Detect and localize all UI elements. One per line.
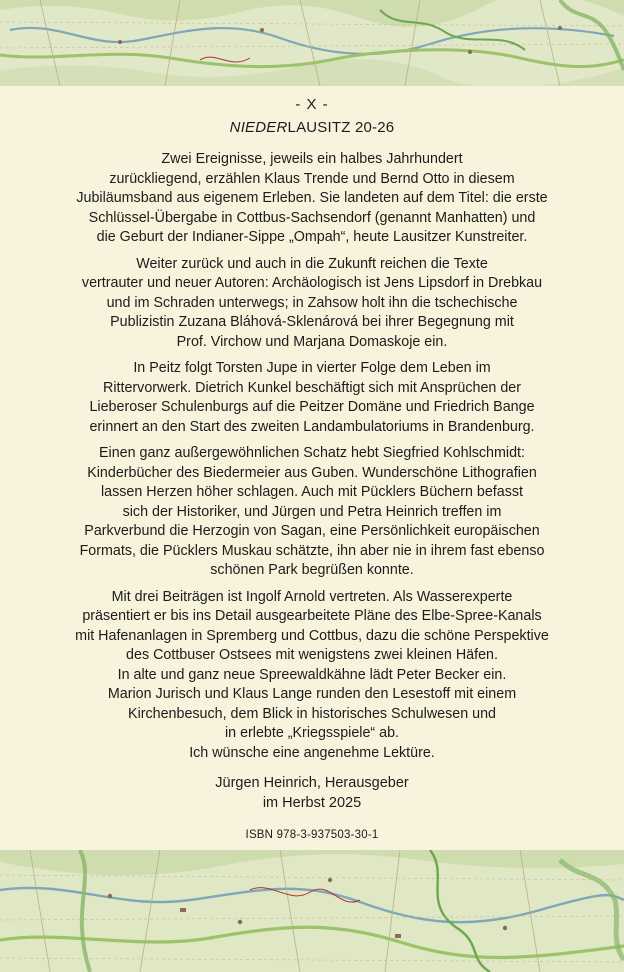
paragraph-5 bbox=[0, 588, 624, 764]
paragraph-2 bbox=[0, 255, 624, 353]
bottom-map-strip bbox=[0, 850, 624, 972]
paragraph-4 bbox=[0, 444, 624, 581]
text-line: Kinderbücher des Biedermeier aus Guben. Wunderschöne Lithografien bbox=[87, 464, 537, 481]
text-line: des Cottbuser Ostsees mit wenigstens zwei kleinen Häfen. bbox=[126, 647, 498, 663]
text-line: die Geburt der Indianer-Sippe „Ompah“, heute Lausitzer Kunstreiter. bbox=[96, 229, 528, 245]
text-line: In alte und ganz neue Spreewaldkähne lädt Peter Becker ein. bbox=[117, 666, 507, 683]
text-line: Zwei Ereignisse, jeweils ein halbes Jahrhundert bbox=[161, 151, 463, 167]
map-illustration-top bbox=[0, 0, 624, 86]
text-line: vertrauter und neuer Autoren: Archäologisch ist Jens Lipsdorf in Drebkau bbox=[81, 275, 543, 291]
text-line: Rittervorwerk. Dietrich Kunkel beschäftigt sich mit Ansprüchen der bbox=[103, 379, 521, 396]
paragraph-3 bbox=[0, 359, 624, 437]
text-line: Mit drei Beiträgen ist Ingolf Arnold vertreten. Als Wasserexperte bbox=[111, 588, 513, 605]
series-title-italic: NIEDER bbox=[229, 119, 288, 136]
text-line: schönen Park begrüßen konnte. bbox=[210, 562, 414, 578]
text-line: Formats, die Pücklers Muskau schätzte, ihn aber nie in ihrem fast ebenso bbox=[79, 542, 545, 559]
series-title-rest: LAUSITZ 20-26 bbox=[287, 119, 395, 136]
text-line: Jubiläumsband aus eigenem Erleben. Sie landeten auf dem Titel: die erste bbox=[76, 190, 548, 206]
text-line: und im Schraden unterwegs; in Zahsow holt ihn die tschechische bbox=[106, 294, 518, 311]
text-line: Schlüssel-Übergabe in Cottbus-Sachsendorf (genannt Manhatten) und bbox=[88, 209, 536, 226]
text-line: Lieberoser Schulenburgs auf die Peitzer Domäne und Friedrich Bange bbox=[89, 399, 535, 415]
text-line: In Peitz folgt Torsten Jupe in vierter Folge dem Leben im bbox=[133, 360, 491, 376]
series-title bbox=[0, 119, 624, 136]
date-line: im Herbst 2025 bbox=[262, 795, 362, 811]
text-line: präsentiert er bis ins Detail ausgearbeitete Pläne des Elbe-Spree-Kanals bbox=[82, 608, 542, 624]
text-line: Publizistin Zuzana Bláhová-Sklenárová bei ihrer Begegnung mit bbox=[110, 314, 514, 330]
text-line: sich der Historiker, und Jürgen und Petra Heinrich treffen im bbox=[122, 503, 502, 520]
text-line: in erlebte „Kriegsspiele“ ab. bbox=[224, 725, 400, 741]
text-line: erinnert an den Start des zweiten Landambulatoriums in Brandenburg. bbox=[89, 418, 535, 435]
text-line: lassen Herzen höher schlagen. Auch mit Pücklers Büchern befasst bbox=[101, 484, 523, 500]
text-line: Prof. Virchow und Marjana Domaskoje ein. bbox=[176, 333, 448, 350]
main-content bbox=[0, 96, 624, 841]
isbn-number: ISBN 978-3-937503-30-1 bbox=[245, 829, 379, 841]
volume-number: - X - bbox=[295, 96, 329, 113]
text-line: Parkverbund die Herzogin von Sagan, eine Persönlichkeit europäischen bbox=[84, 523, 540, 539]
paragraph-1 bbox=[0, 150, 624, 248]
text-line: Einen ganz außergewöhnlichen Schatz hebt Siegfried Kohlschmidt: bbox=[99, 445, 525, 461]
text-line: Marion Jurisch und Klaus Lange runden den Lesestoff mit einem bbox=[107, 686, 517, 702]
editor-signature: Jürgen Heinrich, Herausgeber bbox=[215, 775, 409, 791]
map-illustration-bottom bbox=[0, 850, 624, 972]
top-map-strip bbox=[0, 0, 624, 86]
text-line: Weiter zurück und auch in die Zukunft reichen die Texte bbox=[136, 255, 488, 272]
text-line: mit Hafenanlagen in Spremberg und Cottbus, dazu die schöne Perspektive bbox=[75, 627, 549, 644]
text-line: zurückliegend, erzählen Klaus Trende und Bernd Otto in diesem bbox=[109, 170, 515, 187]
text-line: Kirchenbesuch, dem Blick in historisches Schulwesen und bbox=[128, 705, 496, 722]
text-line: Ich wünsche eine angenehme Lektüre. bbox=[189, 744, 435, 761]
